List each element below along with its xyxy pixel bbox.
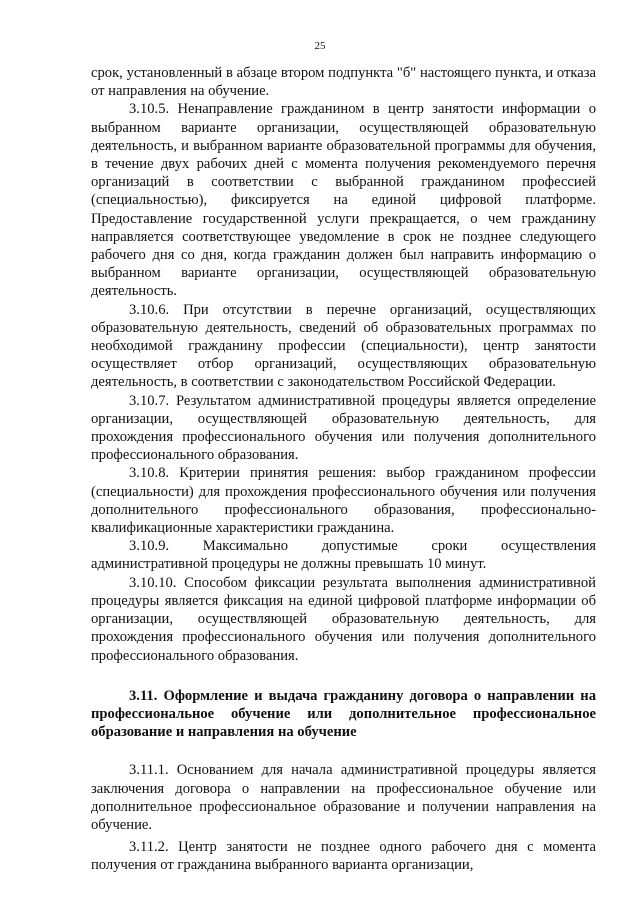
paragraph-3-10-8: 3.10.8. Критерии принятия решения: выбор гражданином профессии (специальности) для прохождения профессионального обучения или получения дополнительного профессионального образования, профессионально-квалификационные характеристики гражданина. <box>91 465 596 537</box>
page-number: 25 <box>314 40 326 52</box>
paragraph-3-10-5: 3.10.5. Ненаправление гражданином в центр занятости информации о выбранном варианте организации, осуществляющей образовательную деятельность, и выбранном варианте образовательной программы для обучения, в течение двух рабочих дней с момента получения рекомендуемого перечня организаций в соответствии с выбранной гражданином профессией (специальностью), фиксируется на единой цифровой платформе. Предоставление государственной услуги прекращается, о чем гражданину направляется соответствующее уведомление в срок не позднее следующего рабочего дня со дня, когда гражданин должен был направить информацию о выбранном варианте организации, осуществляющей образовательную деятельность. <box>91 101 596 300</box>
paragraph-3-10-6: 3.10.6. При отсутствии в перечне организаций, осуществляющих образовательную деятельность, сведений об образовательных программах по необходимой гражданину профессии (специальности), центр занятости осуществляет отбор организаций, осуществляющих образовательную деятельность, в соответствии с законодательством Российской Федерации. <box>91 301 596 391</box>
document-body <box>91 64 596 875</box>
paragraph-3-10-10: 3.10.10. Способом фиксации результата выполнения административной процедуры является фиксация на единой цифровой платформе информации об организации, осуществляющей образовательную деятельность, для прохождения профессионального обучения или получения дополнительного профессионального образования. <box>91 574 596 664</box>
paragraph-3-11-1: 3.11.1. Основанием для начала административной процедуры является заключения договора о направлении на профессиональное обучение или дополнительное профессиональное образование и получении направления на обучение. <box>91 762 596 833</box>
paragraph-3-10-7: 3.10.7. Результатом административной процедуры является определение организации, осуществляющей образовательную деятельность, для прохождения профессионального обучения или получения дополнительного профессионального образования. <box>91 392 596 464</box>
paragraph-3-11-2: 3.11.2. Центр занятости не позднее одного рабочего дня с момента получения от гражданина выбранного варианта организации, <box>91 839 596 874</box>
paragraph-continuation: срок, установленный в абзаце втором подпункта "б" настоящего пункта, и отказа от направления на обучение. <box>91 65 596 100</box>
section-heading-3-11: 3.11. Оформление и выдача гражданину договора о направлении на профессиональное обучение или дополнительное профессиональное образование и направления на обучение <box>91 687 596 741</box>
paragraph-3-10-9: 3.10.9. Максимально допустимые сроки осуществления административной процедуры не должны превышать 10 минут. <box>91 538 596 573</box>
